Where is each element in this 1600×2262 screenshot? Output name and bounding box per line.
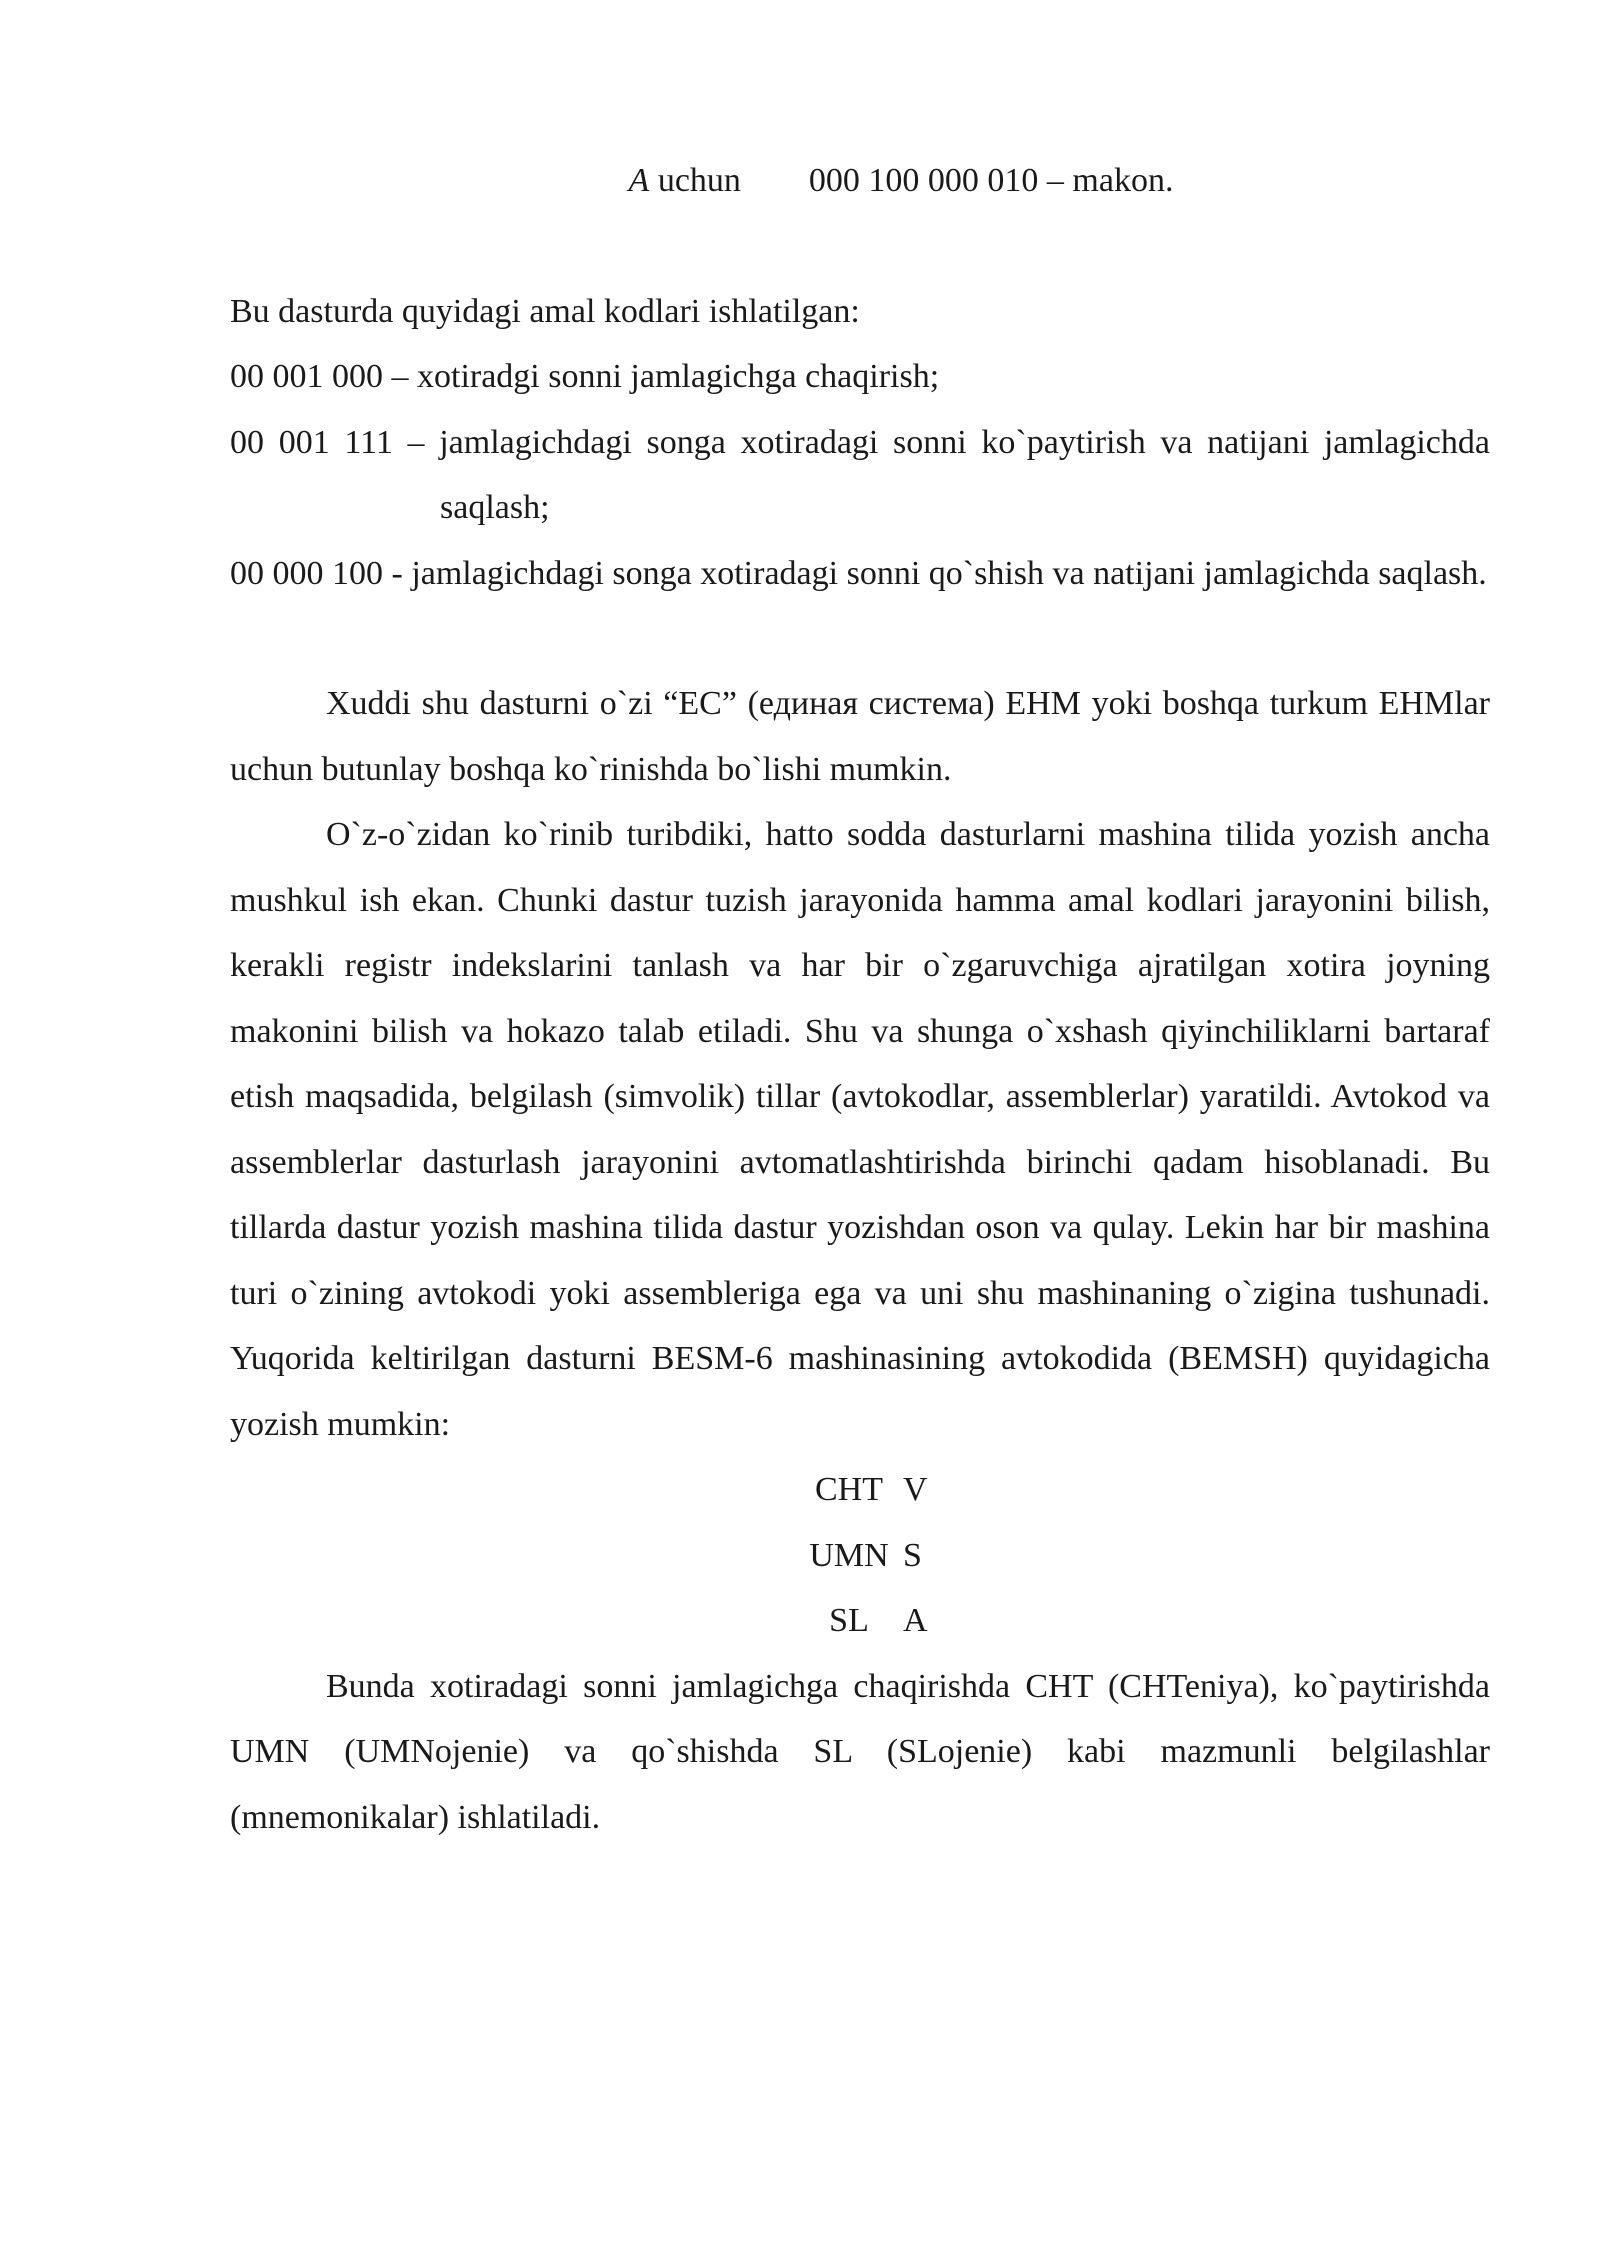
autocode-program [795,1457,1055,1654]
program-line [795,1523,1055,1589]
operand: V [903,1471,928,1508]
operand: A [903,1602,928,1639]
address-label: uchun [657,162,741,199]
opcode-item: 00 001 000 – xotiradgi sonni jamlagichga chaqirish; [230,358,940,395]
program-line [795,1457,1055,1523]
program-line [795,1588,1055,1654]
closing-paragraph: Bunda xotiradagi sonni jamlagichga chaqirishda CHT (CHTeniya), ko`paytirishda UMN (UMNojenie) va qo`shishda SL (SLojenie) kabi mazmunli belgilashlar (mnemonikalar) ishlatiladi. [230,1667,1490,1836]
mnemonic: UMN [809,1536,889,1574]
paragraph: Xuddi shu dasturni o`zi “EC” (единая система) EHM yoki boshqa turkum EHMlar uchun butunlay boshqa ko`rinishda bo`lishi mumkin. [230,685,1490,788]
opcode-item: 00 000 100 - jamlagichdagi songa xotiradagi sonni qo`shish va natijani jamlagichda saqlash. [230,554,1487,592]
opcode-item: 00 001 111 – jamlagichdagi songa xotiradagi sonni ko`paytirish va natijani jamlagichda saqlash; [230,423,1490,526]
opcodes-intro: Bu dasturda quyidagi amal kodlari ishlatilgan: [230,292,860,330]
document-page [230,148,1490,1850]
address-code: 000 100 000 010 – makon. [808,162,1174,199]
mnemonic: CHT [815,1471,883,1508]
mnemonic: SL [829,1602,869,1639]
operand: S [903,1536,922,1574]
variable-name: A [628,162,650,199]
address-line [230,148,1490,214]
paragraph: O`z-o`zidan ko`rinib turibdiki, hatto sodda dasturlarni mashina tilida yozish ancha mushkul ish ekan. Chunki dastur tuzish jarayonida hamma amal kodlari jarayonini bilish, kerakli registr indekslarini tanlash va har bir o`zgaruvchiga ajratilgan xotira joyning makonini bilish va hokazo talab etiladi. Shu va shunga o`xshash qiyinchiliklarni bartaraf etish maqsadida, belgilash (simvolik) tillar (avtokodlar, assemblerlar) yaratildi. Avtokod va assemblerlar dasturlash jarayonini avtomatlashtirishda birinchi qadam hisoblanadi. Bu tillarda dastur yozish mashina tilida dastur yozishdan oson va qulay. Lekin har bir mashina turi o`zining avtokodi yoki assembleriga ega va uni shu mashinaning o`zigina tushunadi. Yuqorida keltirilgan dasturni BESM-6 mashinasining avtokodida (BEMSH) quyidagicha yozish mumkin: [230,816,1490,1443]
